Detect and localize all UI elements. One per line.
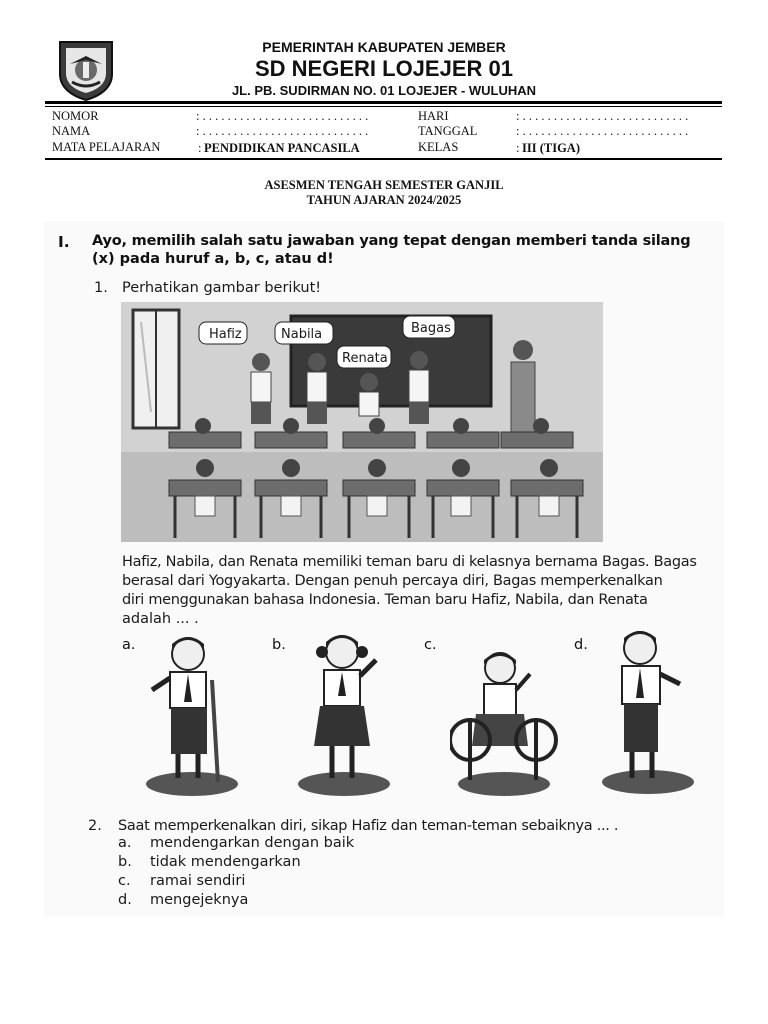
- bubble-hafiz: Hafiz: [209, 327, 242, 342]
- info-value-mapel: PENDIDIKAN PANCASILA: [204, 141, 360, 155]
- q1-option-d-label[interactable]: d.: [574, 637, 588, 653]
- q1-option-c-figure-wheelchair-girl[interactable]: [450, 634, 558, 804]
- q2-option-d-letter[interactable]: d.: [118, 892, 132, 908]
- info-field-tanggal[interactable]: : . . . . . . . . . . . . . . . . . . . . . . . . . . .: [516, 124, 689, 138]
- q1-text-line-3: diri menggunakan bahasa Indonesia. Teman baru Hafiz, Nabila, dan Renata: [122, 592, 648, 608]
- bubble-nabila: Nabila: [281, 327, 323, 342]
- q2-number: 2.: [88, 818, 102, 834]
- q2-prompt: Saat memperkenalkan diri, sikap Hafiz dan teman-teman sebaiknya ... .: [118, 818, 619, 834]
- info-label-tanggal: TANGGAL: [418, 124, 478, 138]
- bubble-bagas: Bagas: [411, 321, 451, 336]
- header-divider-thick: [45, 101, 722, 104]
- q1-text-line-4: adalah ... .: [122, 611, 199, 627]
- q2-option-a-letter[interactable]: a.: [118, 835, 132, 851]
- header-divider-thin: [45, 106, 722, 107]
- q1-option-a-figure-boy-crutch[interactable]: [138, 632, 246, 802]
- info-field-nama[interactable]: : . . . . . . . . . . . . . . . . . . . . . . . . . . .: [196, 124, 369, 138]
- q1-option-b-label[interactable]: b.: [272, 637, 286, 653]
- info-divider: [45, 158, 722, 160]
- q1-option-d-figure-boy[interactable]: [598, 628, 706, 798]
- info-field-hari[interactable]: : . . . . . . . . . . . . . . . . . . . . . . . . . . .: [516, 109, 689, 123]
- header-school-name: SD NEGERI LOJEJER 01: [255, 56, 513, 81]
- q1-option-a-label[interactable]: a.: [122, 637, 136, 653]
- section-instruction-2: (x) pada huruf a, b, c, atau d!: [92, 251, 334, 267]
- header-address: JL. PB. SUDIRMAN NO. 01 LOJEJER - WULUHAN: [231, 83, 537, 98]
- q2-option-d-text[interactable]: mengejeknya: [150, 892, 249, 908]
- info-sep-mapel: :: [198, 141, 202, 155]
- info-value-kelas: III (TIGA): [522, 141, 580, 155]
- info-sep-kelas: :: [516, 141, 520, 155]
- exam-year: TAHUN AJARAN 2024/2025: [306, 193, 462, 207]
- q2-option-a-text[interactable]: mendengarkan dengan baik: [150, 835, 355, 851]
- info-field-nomor[interactable]: : . . . . . . . . . . . . . . . . . . . . . . . . . . .: [196, 109, 369, 123]
- section-instruction-1: Ayo, memilih salah satu jawaban yang tepat dengan memberi tanda silang: [92, 233, 691, 249]
- q1-text-line-2: berasal dari Yogyakarta. Dengan penuh percaya diri, Bagas memperkenalkan: [122, 573, 663, 589]
- q2-option-b-letter[interactable]: b.: [118, 854, 132, 870]
- info-label-mapel: MATA PELAJARAN: [52, 140, 161, 154]
- bubble-renata: Renata: [342, 351, 388, 366]
- q1-number: 1.: [94, 280, 108, 296]
- q1-option-c-label[interactable]: c.: [424, 637, 437, 653]
- info-label-nama: NAMA: [52, 124, 91, 138]
- classroom-illustration: [121, 302, 603, 542]
- section-numeral: I.: [58, 233, 70, 251]
- info-label-kelas: KELAS: [418, 140, 459, 154]
- q1-prompt: Perhatikan gambar berikut!: [122, 280, 322, 296]
- q2-option-c-text[interactable]: ramai sendiri: [150, 873, 246, 889]
- info-label-nomor: NOMOR: [52, 109, 99, 123]
- q1-text-line-1: Hafiz, Nabila, dan Renata memiliki teman baru di kelasnya bernama Bagas. Bagas: [122, 554, 697, 570]
- q2-option-c-letter[interactable]: c.: [118, 873, 131, 889]
- header-government: PEMERINTAH KABUPATEN JEMBER: [262, 39, 506, 55]
- info-label-hari: HARI: [418, 109, 449, 123]
- q2-option-b-text[interactable]: tidak mendengarkan: [150, 854, 301, 870]
- q1-option-b-figure-girl[interactable]: [290, 630, 398, 800]
- exam-title: ASESMEN TENGAH SEMESTER GANJIL: [264, 178, 504, 192]
